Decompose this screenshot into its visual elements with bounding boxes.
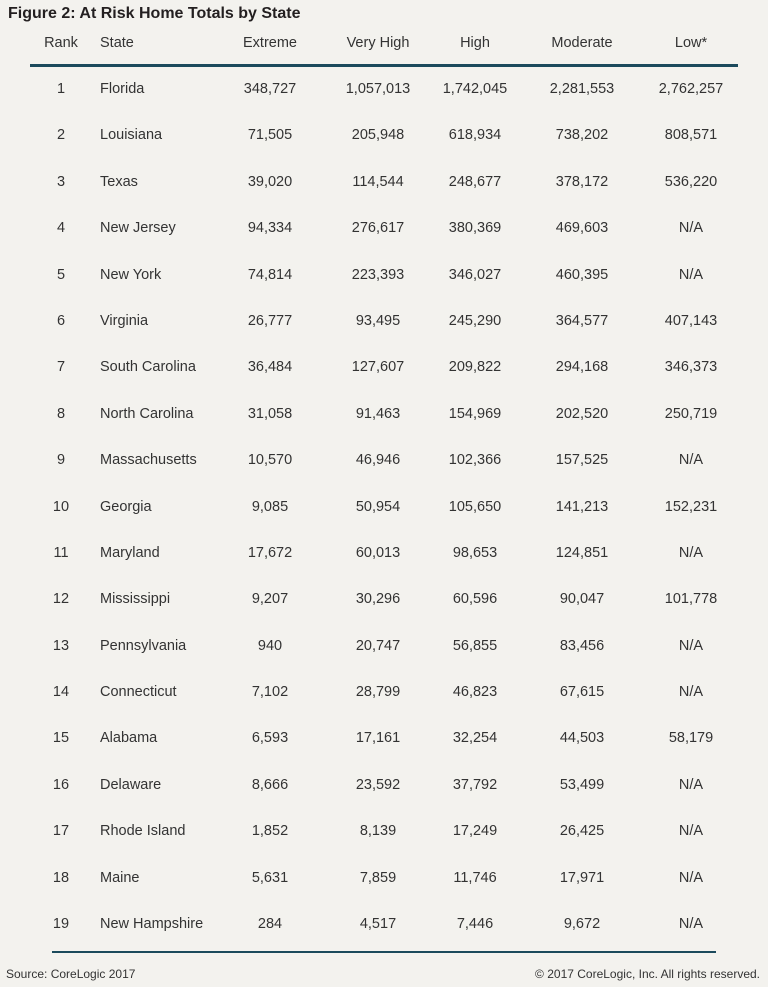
- cell-low: 2,762,257: [658, 81, 724, 97]
- cell-state: Rhode Island: [100, 823, 186, 840]
- cell-high: 105,650: [448, 498, 502, 515]
- cell-state: Delaware: [100, 776, 162, 793]
- table-row: [0, 267, 768, 313]
- cell-high: 11,746: [453, 869, 497, 886]
- cell-moderate: 17,971: [559, 869, 605, 886]
- table-row: [0, 870, 768, 916]
- cell-moderate: 364,577: [555, 312, 609, 329]
- cell-rank: 12: [52, 591, 70, 608]
- cell-extreme: 26,777: [247, 312, 293, 329]
- table-row: [0, 452, 768, 498]
- table-row: [0, 81, 768, 127]
- cell-state: South Carolina: [100, 359, 196, 376]
- cell-extreme: 5,631: [251, 869, 289, 886]
- table-row: [0, 220, 768, 266]
- cell-very-high: 20,747: [355, 637, 401, 654]
- cell-moderate: 53,499: [559, 776, 605, 793]
- cell-moderate: 202,520: [555, 405, 609, 422]
- cell-very-high: 276,617: [351, 220, 405, 237]
- cell-extreme: 348,727: [243, 81, 297, 97]
- cell-extreme: 284: [257, 916, 283, 933]
- cell-state: Alabama: [100, 730, 158, 747]
- cell-high: 32,254: [452, 730, 498, 747]
- cell-very-high: 28,799: [355, 684, 401, 701]
- cell-high: 37,792: [452, 776, 498, 793]
- cell-moderate: 157,525: [555, 452, 609, 469]
- cell-extreme: 6,593: [251, 730, 289, 747]
- cell-moderate: 460,395: [555, 266, 609, 283]
- header-very-high: Very High: [346, 35, 410, 51]
- cell-low: N/A: [678, 266, 704, 283]
- header-extreme: Extreme: [243, 35, 297, 51]
- table-row: [0, 684, 768, 730]
- cell-extreme: 940: [257, 637, 283, 654]
- table-bottom-divider: [52, 951, 716, 953]
- table-row: [0, 499, 768, 545]
- cell-very-high: 17,161: [355, 730, 401, 747]
- cell-state: Maryland: [100, 544, 160, 561]
- cell-low: 808,571: [664, 127, 718, 144]
- cell-low: N/A: [678, 869, 704, 886]
- cell-rank: 3: [56, 173, 66, 190]
- cell-high: 380,369: [448, 220, 502, 237]
- cell-low: N/A: [678, 220, 704, 237]
- cell-moderate: 738,202: [555, 127, 609, 144]
- cell-very-high: 60,013: [355, 544, 401, 561]
- cell-state: New York: [100, 266, 162, 283]
- table-row: [0, 730, 768, 776]
- table-row: [0, 591, 768, 637]
- cell-very-high: 205,948: [351, 127, 405, 144]
- table-row: [0, 777, 768, 823]
- cell-rank: 16: [52, 776, 70, 793]
- cell-moderate: 124,851: [555, 544, 609, 561]
- cell-low: N/A: [678, 823, 704, 840]
- table-row: [0, 916, 768, 962]
- cell-extreme: 74,814: [247, 266, 293, 283]
- table-row: [0, 638, 768, 684]
- cell-rank: 5: [56, 266, 66, 283]
- cell-rank: 9: [56, 452, 66, 469]
- cell-moderate: 2,281,553: [549, 81, 615, 97]
- table-row: [0, 823, 768, 869]
- cell-state: Pennsylvania: [100, 637, 187, 654]
- cell-extreme: 8,666: [251, 776, 289, 793]
- cell-very-high: 93,495: [355, 312, 401, 329]
- cell-extreme: 31,058: [247, 405, 293, 422]
- cell-moderate: 469,603: [555, 220, 609, 237]
- cell-state: Connecticut: [100, 684, 177, 701]
- cell-rank: 2: [56, 127, 66, 144]
- cell-state: Georgia: [100, 498, 152, 515]
- cell-low: N/A: [678, 916, 704, 933]
- cell-rank: 8: [56, 405, 66, 422]
- cell-rank: 17: [52, 823, 70, 840]
- table-row: [0, 127, 768, 173]
- cell-very-high: 114,544: [352, 173, 404, 190]
- cell-low: N/A: [678, 544, 704, 561]
- table-row: [0, 406, 768, 452]
- cell-very-high: 23,592: [355, 776, 401, 793]
- cell-state: New Hampshire: [100, 916, 204, 933]
- cell-low: N/A: [678, 684, 704, 701]
- cell-very-high: 50,954: [355, 498, 401, 515]
- header-moderate: Moderate: [551, 35, 613, 51]
- cell-moderate: 67,615: [559, 684, 605, 701]
- cell-extreme: 71,505: [247, 127, 293, 144]
- cell-state: Massachusetts: [100, 452, 197, 469]
- cell-high: 245,290: [448, 312, 502, 329]
- cell-extreme: 94,334: [247, 220, 293, 237]
- cell-extreme: 1,852: [251, 823, 289, 840]
- cell-rank: 10: [52, 498, 70, 515]
- cell-high: 618,934: [448, 127, 502, 144]
- cell-extreme: 36,484: [247, 359, 293, 376]
- cell-very-high: 1,057,013: [345, 81, 411, 97]
- cell-very-high: 46,946: [355, 452, 401, 469]
- cell-moderate: 9,672: [563, 916, 601, 933]
- cell-moderate: 141,213: [555, 498, 609, 515]
- cell-very-high: 4,517: [359, 916, 397, 933]
- cell-low: N/A: [678, 637, 704, 654]
- cell-rank: 13: [52, 637, 70, 654]
- cell-rank: 4: [56, 220, 66, 237]
- header-high: High: [460, 35, 490, 51]
- cell-high: 98,653: [452, 544, 498, 561]
- cell-very-high: 223,393: [351, 266, 405, 283]
- cell-very-high: 91,463: [355, 405, 401, 422]
- cell-state: Maine: [100, 869, 140, 886]
- copyright-note: © 2017 CoreLogic, Inc. All rights reserved.: [535, 967, 760, 981]
- cell-high: 46,823: [452, 684, 498, 701]
- header-rank: Rank: [44, 35, 78, 51]
- cell-high: 102,366: [448, 452, 502, 469]
- cell-moderate: 83,456: [559, 637, 605, 654]
- cell-low: N/A: [678, 452, 704, 469]
- cell-state: Virginia: [100, 312, 149, 329]
- cell-state: Florida: [100, 81, 145, 97]
- cell-state: Louisiana: [100, 127, 163, 144]
- cell-low: N/A: [678, 776, 704, 793]
- cell-state: Mississippi: [100, 591, 171, 608]
- cell-extreme: 10,570: [247, 452, 293, 469]
- cell-low: 536,220: [664, 173, 718, 190]
- figure-title: Figure 2: At Risk Home Totals by State: [8, 5, 301, 22]
- table-body: [0, 81, 768, 962]
- cell-extreme: 9,207: [251, 591, 289, 608]
- cell-high: 154,969: [448, 405, 502, 422]
- cell-moderate: 294,168: [555, 359, 609, 376]
- cell-high: 346,027: [448, 266, 502, 283]
- cell-low: 407,143: [664, 312, 718, 329]
- cell-high: 248,677: [448, 173, 502, 190]
- table-row: [0, 545, 768, 591]
- cell-state: Texas: [100, 173, 138, 190]
- source-note: Source: CoreLogic 2017: [6, 967, 136, 981]
- cell-low: 152,231: [664, 498, 718, 515]
- cell-rank: 19: [52, 916, 70, 933]
- cell-rank: 18: [52, 869, 70, 886]
- cell-rank: 15: [52, 730, 70, 747]
- cell-state: New Jersey: [100, 220, 176, 237]
- cell-high: 1,742,045: [442, 81, 508, 97]
- cell-moderate: 90,047: [559, 591, 605, 608]
- cell-moderate: 44,503: [559, 730, 605, 747]
- cell-extreme: 39,020: [247, 173, 293, 190]
- cell-extreme: 9,085: [251, 498, 289, 515]
- cell-state: North Carolina: [100, 405, 194, 422]
- cell-moderate: 26,425: [559, 823, 605, 840]
- header-state: State: [100, 35, 134, 51]
- cell-rank: 11: [53, 544, 69, 561]
- cell-very-high: 8,139: [359, 823, 397, 840]
- cell-extreme: 17,672: [247, 544, 293, 561]
- cell-high: 60,596: [452, 591, 498, 608]
- table-row: [0, 313, 768, 359]
- cell-rank: 7: [56, 359, 66, 376]
- cell-rank: 6: [56, 312, 66, 329]
- cell-very-high: 7,859: [359, 869, 397, 886]
- cell-low: 58,179: [668, 730, 714, 747]
- header-divider: [30, 64, 738, 67]
- cell-low: 250,719: [664, 405, 718, 422]
- cell-very-high: 30,296: [355, 591, 401, 608]
- cell-high: 7,446: [456, 916, 494, 933]
- cell-low: 346,373: [664, 359, 718, 376]
- cell-very-high: 127,607: [351, 359, 405, 376]
- table-header: [0, 35, 768, 55]
- table-row: [0, 359, 768, 405]
- cell-high: 209,822: [448, 359, 502, 376]
- table-row: [0, 174, 768, 220]
- cell-high: 56,855: [452, 637, 498, 654]
- cell-high: 17,249: [452, 823, 498, 840]
- cell-rank: 1: [56, 81, 66, 97]
- cell-extreme: 7,102: [251, 684, 289, 701]
- cell-low: 101,778: [664, 591, 718, 608]
- cell-rank: 14: [52, 684, 70, 701]
- cell-moderate: 378,172: [555, 173, 609, 190]
- header-low: Low*: [674, 35, 708, 51]
